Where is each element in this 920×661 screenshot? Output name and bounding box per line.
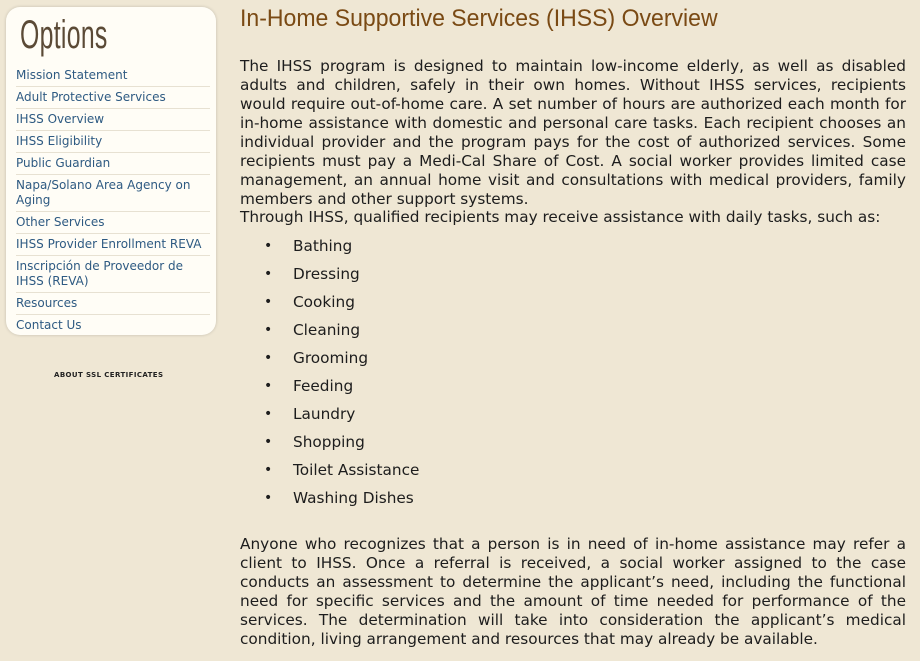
- bullet-icon: •: [264, 378, 273, 394]
- nav-item-ihss-eligibility[interactable]: IHSS Eligibility: [16, 131, 210, 153]
- list-item: [240, 456, 419, 484]
- bullet-icon: •: [264, 322, 273, 338]
- bullet-icon: •: [264, 490, 273, 506]
- task-label: Bathing: [293, 237, 353, 255]
- task-label: Laundry: [293, 405, 356, 423]
- intro-paragraph: The IHSS program is designed to maintain low-income elderly, as well as disabled adults and children, safely in their own homes. Without IHSS services, recipients would require out-of-home care. A set number of hours are authorized each month for in-home assistance with domestic and personal care tasks. Each recipient chooses an individual provider and the program pays for the cost of authorized services. Some recipients must pay a Medi-Cal Share of Cost. A social worker provides limited case management, an annual home visit and consultations with medical providers, family members and other support systems.: [240, 57, 906, 208]
- nav-item-mission-statement[interactable]: Mission Statement: [16, 65, 210, 87]
- bullet-icon: •: [264, 294, 273, 310]
- bullet-icon: •: [264, 434, 273, 450]
- task-label: Cooking: [293, 293, 355, 311]
- bullet-icon: •: [264, 462, 273, 478]
- list-item: [240, 372, 419, 400]
- nav-item-contact-us[interactable]: Contact Us: [16, 318, 82, 332]
- referral-paragraph: Anyone who recognizes that a person is in need of in-home assistance may refer a client to IHSS. Once a referral is received, a social worker assigned to the case conducts an assessment to determine the applicant’s need, including the functional need for specific services and the amount of time needed for performance of the services. The determination will take into consideration the applicant’s medical condition, living arrangement and resources that may already be available.: [240, 535, 906, 648]
- ssl-certificates-link[interactable]: ABOUT SSL CERTIFICATES: [54, 371, 164, 379]
- list-item: [240, 400, 419, 428]
- list-item: [240, 232, 419, 260]
- list-item: [240, 260, 419, 288]
- task-label: Toilet Assistance: [293, 461, 420, 479]
- task-label: Washing Dishes: [293, 489, 414, 507]
- nav-item-public-guardian[interactable]: Public Guardian: [16, 153, 210, 175]
- nav-item-ihss-overview[interactable]: IHSS Overview: [16, 109, 210, 131]
- task-label: Feeding: [293, 377, 354, 395]
- nav-item-area-agency-on-aging[interactable]: Napa/Solano Area Agency on Aging: [16, 175, 210, 212]
- nav-item-other-services[interactable]: Other Services: [16, 212, 210, 234]
- bullet-icon: •: [264, 238, 273, 254]
- list-item: [240, 288, 419, 316]
- task-label: Shopping: [293, 433, 365, 451]
- nav-item-inscripcion-reva[interactable]: Inscripción de Proveedor de IHSS (REVA): [16, 256, 210, 293]
- options-sidebar: [6, 7, 216, 335]
- bullet-icon: •: [264, 266, 273, 282]
- list-item: [240, 316, 419, 344]
- sidebar-title: Options: [20, 13, 108, 57]
- bullet-icon: •: [264, 350, 273, 366]
- tasks-list: [240, 232, 419, 512]
- list-item: [240, 344, 419, 372]
- list-item: [240, 428, 419, 456]
- task-label: Grooming: [293, 349, 369, 367]
- nav-item-resources[interactable]: Resources: [16, 293, 210, 315]
- list-item: [240, 484, 419, 512]
- options-nav: [16, 65, 210, 336]
- task-label: Dressing: [293, 265, 360, 283]
- nav-item-provider-enrollment-reva[interactable]: IHSS Provider Enrollment REVA: [16, 234, 210, 256]
- task-label: Cleaning: [293, 321, 361, 339]
- nav-item-adult-protective-services[interactable]: Adult Protective Services: [16, 87, 210, 109]
- tasks-lead-paragraph: Through IHSS, qualified recipients may receive assistance with daily tasks, such as:: [240, 208, 881, 226]
- bullet-icon: •: [264, 406, 273, 422]
- page-title: In-Home Supportive Services (IHSS) Overview: [240, 5, 718, 32]
